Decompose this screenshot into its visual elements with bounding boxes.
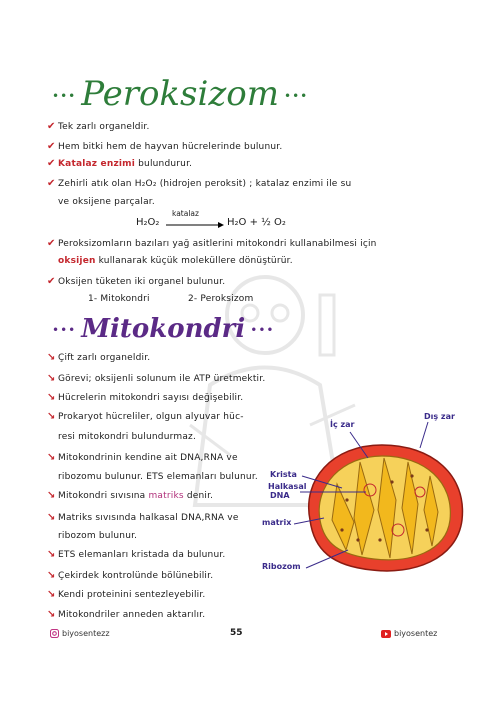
arrow-bullet-icon: ↘ [47,490,56,501]
list-item-text: Mitokondri sıvısına [58,491,149,501]
label-matrix: matrix [262,518,292,527]
label-outer-membrane: Dış zar [424,412,455,421]
list-item-text: Oksijen tüketen iki organel bulunur. [58,277,226,287]
list-item-text: Mitokondrinin kendine ait DNA,RNA ve [58,453,238,463]
arrow-bullet-icon: ↘ [47,589,56,600]
list-item-text: Kendi proteinini sentezleyebilir. [58,590,206,600]
list-item [47,352,150,363]
title-dots-right: ••• [283,89,309,103]
organelle-item [188,294,254,304]
list-item-text: kullanarak küçük moleküllere dönüştürür. [95,256,293,266]
list-item-text: Hücrelerin mitokondri sayısı değişebilir. [58,393,244,403]
list-item-continued [58,432,196,442]
list-item-continued [58,531,137,541]
list-item-text: resi mitokondri bulundurmaz. [58,432,197,442]
list-item-text: bulundurur. [135,159,193,169]
label-ribosome: Ribozom [262,562,301,571]
products: H₂O + ½ O₂ [227,217,286,228]
check-icon: ✔ [47,276,56,287]
organelle-item [88,294,150,304]
list-item [47,549,225,560]
list-item [47,589,206,600]
mitochondria-title-text: Mitokondri [81,314,246,344]
arrow-bullet-icon: ↘ [47,452,56,463]
list-item [47,238,377,249]
list-item [47,121,150,132]
list-item [47,570,213,581]
arrow-bullet-icon: ↘ [47,352,56,363]
list-item [47,158,192,169]
list-item [47,411,244,422]
organelle-2: 2- Peroksizom [188,294,254,304]
instagram-handle: biyosentezz [62,629,110,638]
list-item-text: Çift zarlı organeldir. [58,353,151,363]
footer-youtube [381,629,437,638]
list-item [47,373,265,384]
reactant: H₂O₂ [136,217,160,228]
label-crista: Krista [270,470,297,479]
page-number: 55 [230,628,243,638]
youtube-icon [381,630,391,638]
catalyst-label: katalaz [172,209,199,218]
title-dots-left: ••• [52,323,77,337]
arrow-bullet-icon: ↘ [47,373,56,384]
footer-instagram [50,629,110,638]
mitochondria-title [52,314,275,344]
list-item-text: ribozom bulunur. [58,531,138,541]
arrow-bullet-icon: ↘ [47,411,56,422]
arrow-bullet-icon: ↘ [47,512,56,523]
check-icon: ✔ [47,158,56,169]
list-item [47,609,205,620]
list-item-text: Hem bitki hem de hayvan hücrelerinde bulunur. [58,142,283,152]
list-item-text: Mitokondriler anneden aktarılır. [58,610,206,620]
peroxisome-title-text: Peroksizom [81,74,279,114]
title-dots-left: ••• [52,89,77,103]
list-item [47,452,238,463]
check-icon: ✔ [47,178,56,189]
highlight-text: matriks [148,491,184,501]
catalase-reaction [136,209,286,233]
highlight-text: Katalaz enzimi [58,159,136,169]
reaction-arrow-icon [166,222,224,228]
list-item-text: ribozomu bulunur. ETS elemanları bulunur. [58,472,258,482]
label-circular-dna-2: DNA [270,491,290,500]
list-item-text: Prokaryot hücreliler, olgun alyuvar hüc- [58,412,244,422]
arrow-bullet-icon: ↘ [47,392,56,403]
list-item-continued [58,472,258,482]
label-circular-dna-1: Halkasal [268,482,307,491]
highlight-text: oksijen [58,256,96,266]
list-item-continued [58,256,293,266]
list-item [47,490,213,501]
instagram-icon [50,629,59,638]
list-item [47,276,225,287]
check-icon: ✔ [47,238,56,249]
arrow-bullet-icon: ↘ [47,549,56,560]
list-item-text: Çekirdek kontrolünde bölünebilir. [58,571,214,581]
list-item-text: ve oksijene parçalar. [58,197,155,207]
label-inner-membrane: İç zar [330,420,355,429]
check-icon: ✔ [47,121,56,132]
organelle-1: 1- Mitokondri [88,294,150,304]
mitochondrion-diagram [262,400,476,590]
list-item [47,512,239,523]
youtube-handle: biyosentez [394,629,438,638]
title-dots-right: ••• [250,323,275,337]
list-item-text: ETS elemanları kristada da bulunur. [58,550,226,560]
list-item [47,392,243,403]
list-item-text: Peroksizomların bazıları yağ asitlerini mitokondri kullanabilmesi için [58,239,377,249]
list-item-text: denir. [183,491,214,501]
peroxisome-title [52,74,308,114]
list-item [47,178,351,189]
arrow-bullet-icon: ↘ [47,570,56,581]
list-item-text: Görevi; oksijenli solunum ile ATP üretmektir. [58,374,266,384]
list-item-text: Zehirli atık olan H₂O₂ (hidrojen peroksit) ; katalaz enzimi ile su [58,179,352,189]
list-item [47,141,282,152]
list-item-continued [58,197,155,207]
list-item-text: Tek zarlı organeldir. [58,122,150,132]
list-item-text: Matriks sıvısında halkasal DNA,RNA ve [58,513,239,523]
arrow-bullet-icon: ↘ [47,609,56,620]
check-icon: ✔ [47,141,56,152]
